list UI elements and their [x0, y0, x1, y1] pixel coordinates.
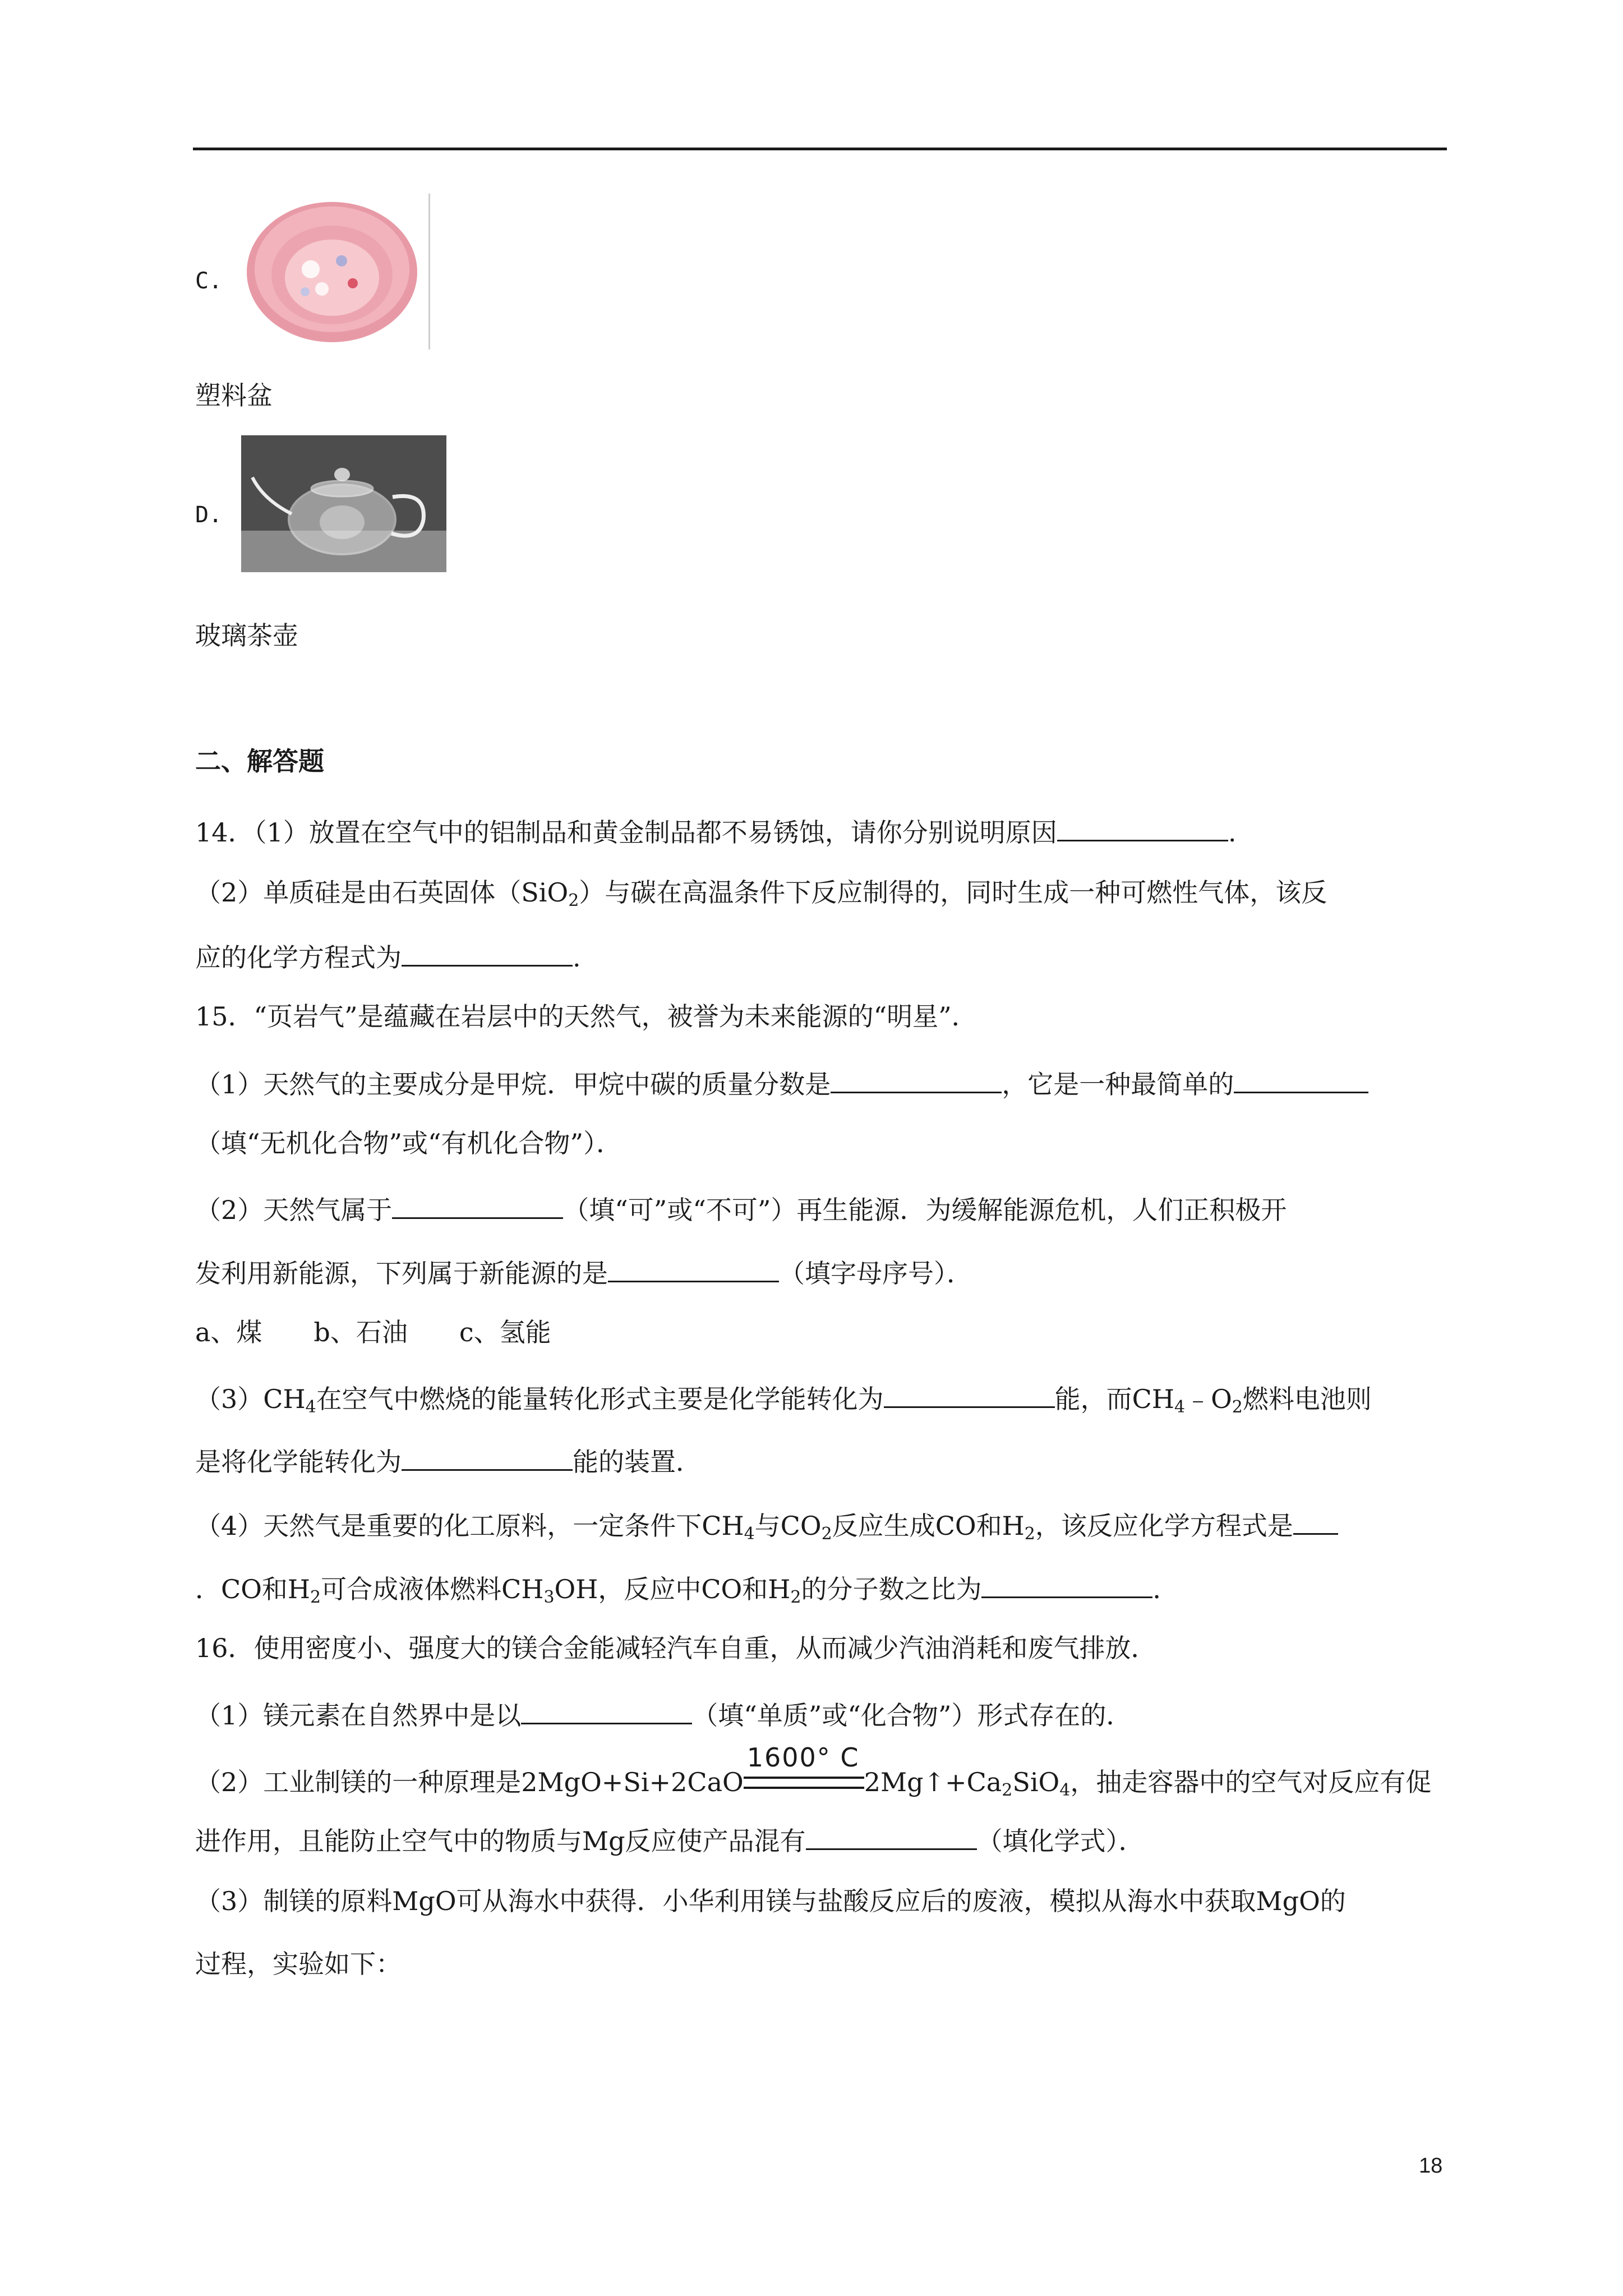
q15-text: 能的装置． [573, 1447, 702, 1477]
q15-line-7 [195, 1505, 1338, 1543]
q15-text: （1）天然气的主要成分是甲烷．甲烷中碳的质量分数是 [195, 1069, 831, 1099]
option-d-caption: 玻璃茶壶 [195, 620, 298, 651]
answer-blank[interactable] [402, 1441, 573, 1471]
q15-text: ﹣O [1185, 1384, 1232, 1414]
q16-text: （填化学式）． [976, 1826, 1145, 1856]
subscript: 2 [1002, 1780, 1013, 1800]
q14-line-2 [195, 876, 1327, 909]
q15-line-5 [195, 1378, 1372, 1416]
subscript: 4 [1174, 1397, 1186, 1417]
q15-text: 反应生成CO和H [832, 1511, 1025, 1541]
subscript: 4 [744, 1524, 755, 1544]
answer-blank[interactable] [981, 1568, 1152, 1598]
option-d-label: D. [195, 502, 223, 528]
answer-blank[interactable] [608, 1253, 779, 1282]
q16-line-1 [195, 1695, 1132, 1732]
q15-text: 与CO [754, 1511, 822, 1541]
q14-line-1 [195, 812, 1236, 849]
q14-period: . [1228, 817, 1237, 848]
q15-text: （2）天然气属于 [195, 1195, 393, 1225]
reaction-condition-text: 1600° C [746, 1742, 860, 1773]
q15-line-1 [195, 1064, 1368, 1101]
option-c-caption: 塑料盆 [195, 380, 273, 411]
q14-text: 14．（1）放置在空气中的铝制品和黄金制品都不易锈蚀，请你分别说明原因 [195, 817, 1057, 848]
q15-text: 燃料电池则 [1242, 1384, 1372, 1414]
q14-period: . [573, 942, 581, 973]
q15-text: ，它是一种最简单的 [1002, 1069, 1234, 1099]
option-c-image [238, 194, 430, 349]
q15-text: （4）天然气是重要的化工原料，一定条件下CH [195, 1511, 744, 1541]
header-rule [193, 148, 1447, 150]
answer-blank[interactable] [402, 937, 573, 967]
subscript: 4 [1059, 1780, 1071, 1800]
answer-blank[interactable] [806, 1820, 977, 1850]
q16-text: ，抽走容器中的空气对反应有促 [1070, 1767, 1432, 1797]
q15-text: （填字母序号）． [779, 1258, 972, 1289]
q15-text: ，该反应化学方程式是 [1035, 1511, 1293, 1541]
q15-text: 发利用新能源，下列属于新能源的是 [195, 1258, 608, 1289]
q16-text: （填“单质”或“化合物”）形式存在的． [692, 1700, 1132, 1731]
q15-line-8 [195, 1568, 1178, 1606]
pink-plastic-basin-icon [238, 194, 428, 349]
q16-line-3 [195, 1820, 1145, 1858]
subscript: 2 [310, 1588, 321, 1607]
answer-blank[interactable] [1057, 812, 1228, 841]
glass-teapot-icon [241, 435, 446, 572]
q16-line-2 [195, 1742, 1432, 1800]
subscript: 4 [305, 1397, 316, 1417]
q14-text: ）与碳在高温条件下反应制得的，同时生成一种可燃性气体，该反 [579, 877, 1327, 908]
section-title: 二、解答题 [195, 746, 324, 776]
subscript: 2 [790, 1588, 801, 1607]
q14-text: 应的化学方程式为 [195, 942, 402, 973]
subscript: 2 [821, 1524, 832, 1544]
q16-text: （2）工业制镁的一种原理是2MgO+Si+2CaO [195, 1767, 744, 1797]
q15-line-2: （填“无机化合物”或“有机化合物”）． [195, 1128, 623, 1158]
option-d-image [241, 435, 446, 572]
q14-text: （2）单质硅是由石英固体（SiO [195, 877, 569, 908]
q15-text: ．CO和H [195, 1574, 311, 1604]
q16-line-5: 过程，实验如下： [195, 1949, 402, 1979]
q15-line-4 [195, 1253, 972, 1290]
double-equals-sign [744, 1777, 864, 1789]
q15-intro: 15．“页岩气”是蕴藏在岩层中的天然气，被誉为未来能源的“明星”． [195, 1001, 978, 1032]
q15-choices: a、煤 b、石油 c、氢能 [195, 1317, 551, 1347]
subscript: 3 [543, 1588, 555, 1607]
q15-line-3 [195, 1189, 1287, 1227]
q15-text: 在空气中燃烧的能量转化形式主要是化学能转化为 [316, 1384, 884, 1414]
q15-text: （3）CH [195, 1384, 306, 1414]
answer-blank[interactable] [1234, 1064, 1368, 1093]
q15-text: 的分子数之比为 [801, 1574, 982, 1604]
answer-blank[interactable] [831, 1064, 1002, 1093]
q16-text: SiO [1012, 1767, 1060, 1797]
option-c-label: C. [195, 268, 223, 294]
q15-line-6 [195, 1441, 702, 1479]
q15-text: OH，反应中CO和H [554, 1574, 791, 1604]
subscript: 2 [568, 891, 579, 910]
q14-line-3 [195, 937, 581, 974]
q16-text: （1）镁元素在自然界中是以 [195, 1700, 522, 1731]
page-number: 18 [1419, 2154, 1443, 2178]
q16-line-4: （3）制镁的原料MgO可从海水中获得．小华利用镁与盐酸反应后的废液，模拟从海水中获取MgO的 [195, 1886, 1346, 1916]
q15-text: 是将化学能转化为 [195, 1447, 402, 1477]
answer-blank[interactable] [392, 1189, 563, 1219]
subscript: 2 [1024, 1524, 1035, 1544]
answer-blank[interactable] [1293, 1505, 1338, 1535]
q16-text: 2Mg↑+Ca [864, 1767, 1002, 1797]
answer-blank[interactable] [884, 1378, 1055, 1408]
q16-text: 进作用，且能防止空气中的物质与Mg反应使产品混有 [195, 1826, 806, 1856]
reaction-condition [744, 1742, 864, 1791]
q16-intro: 16．使用密度小、强度大的镁合金能减轻汽车自重，从而减少汽油消耗和废气排放． [195, 1633, 1157, 1663]
answer-blank[interactable] [521, 1695, 692, 1724]
subscript: 2 [1232, 1397, 1243, 1417]
q15-text: 能，而CH [1054, 1384, 1174, 1414]
q15-text: 可合成液体燃料CH [321, 1574, 544, 1604]
q15-period: ． [1152, 1574, 1179, 1604]
q15-text: （填“可”或“不可”）再生能源．为缓解能源危机，人们正积极开 [563, 1195, 1287, 1225]
